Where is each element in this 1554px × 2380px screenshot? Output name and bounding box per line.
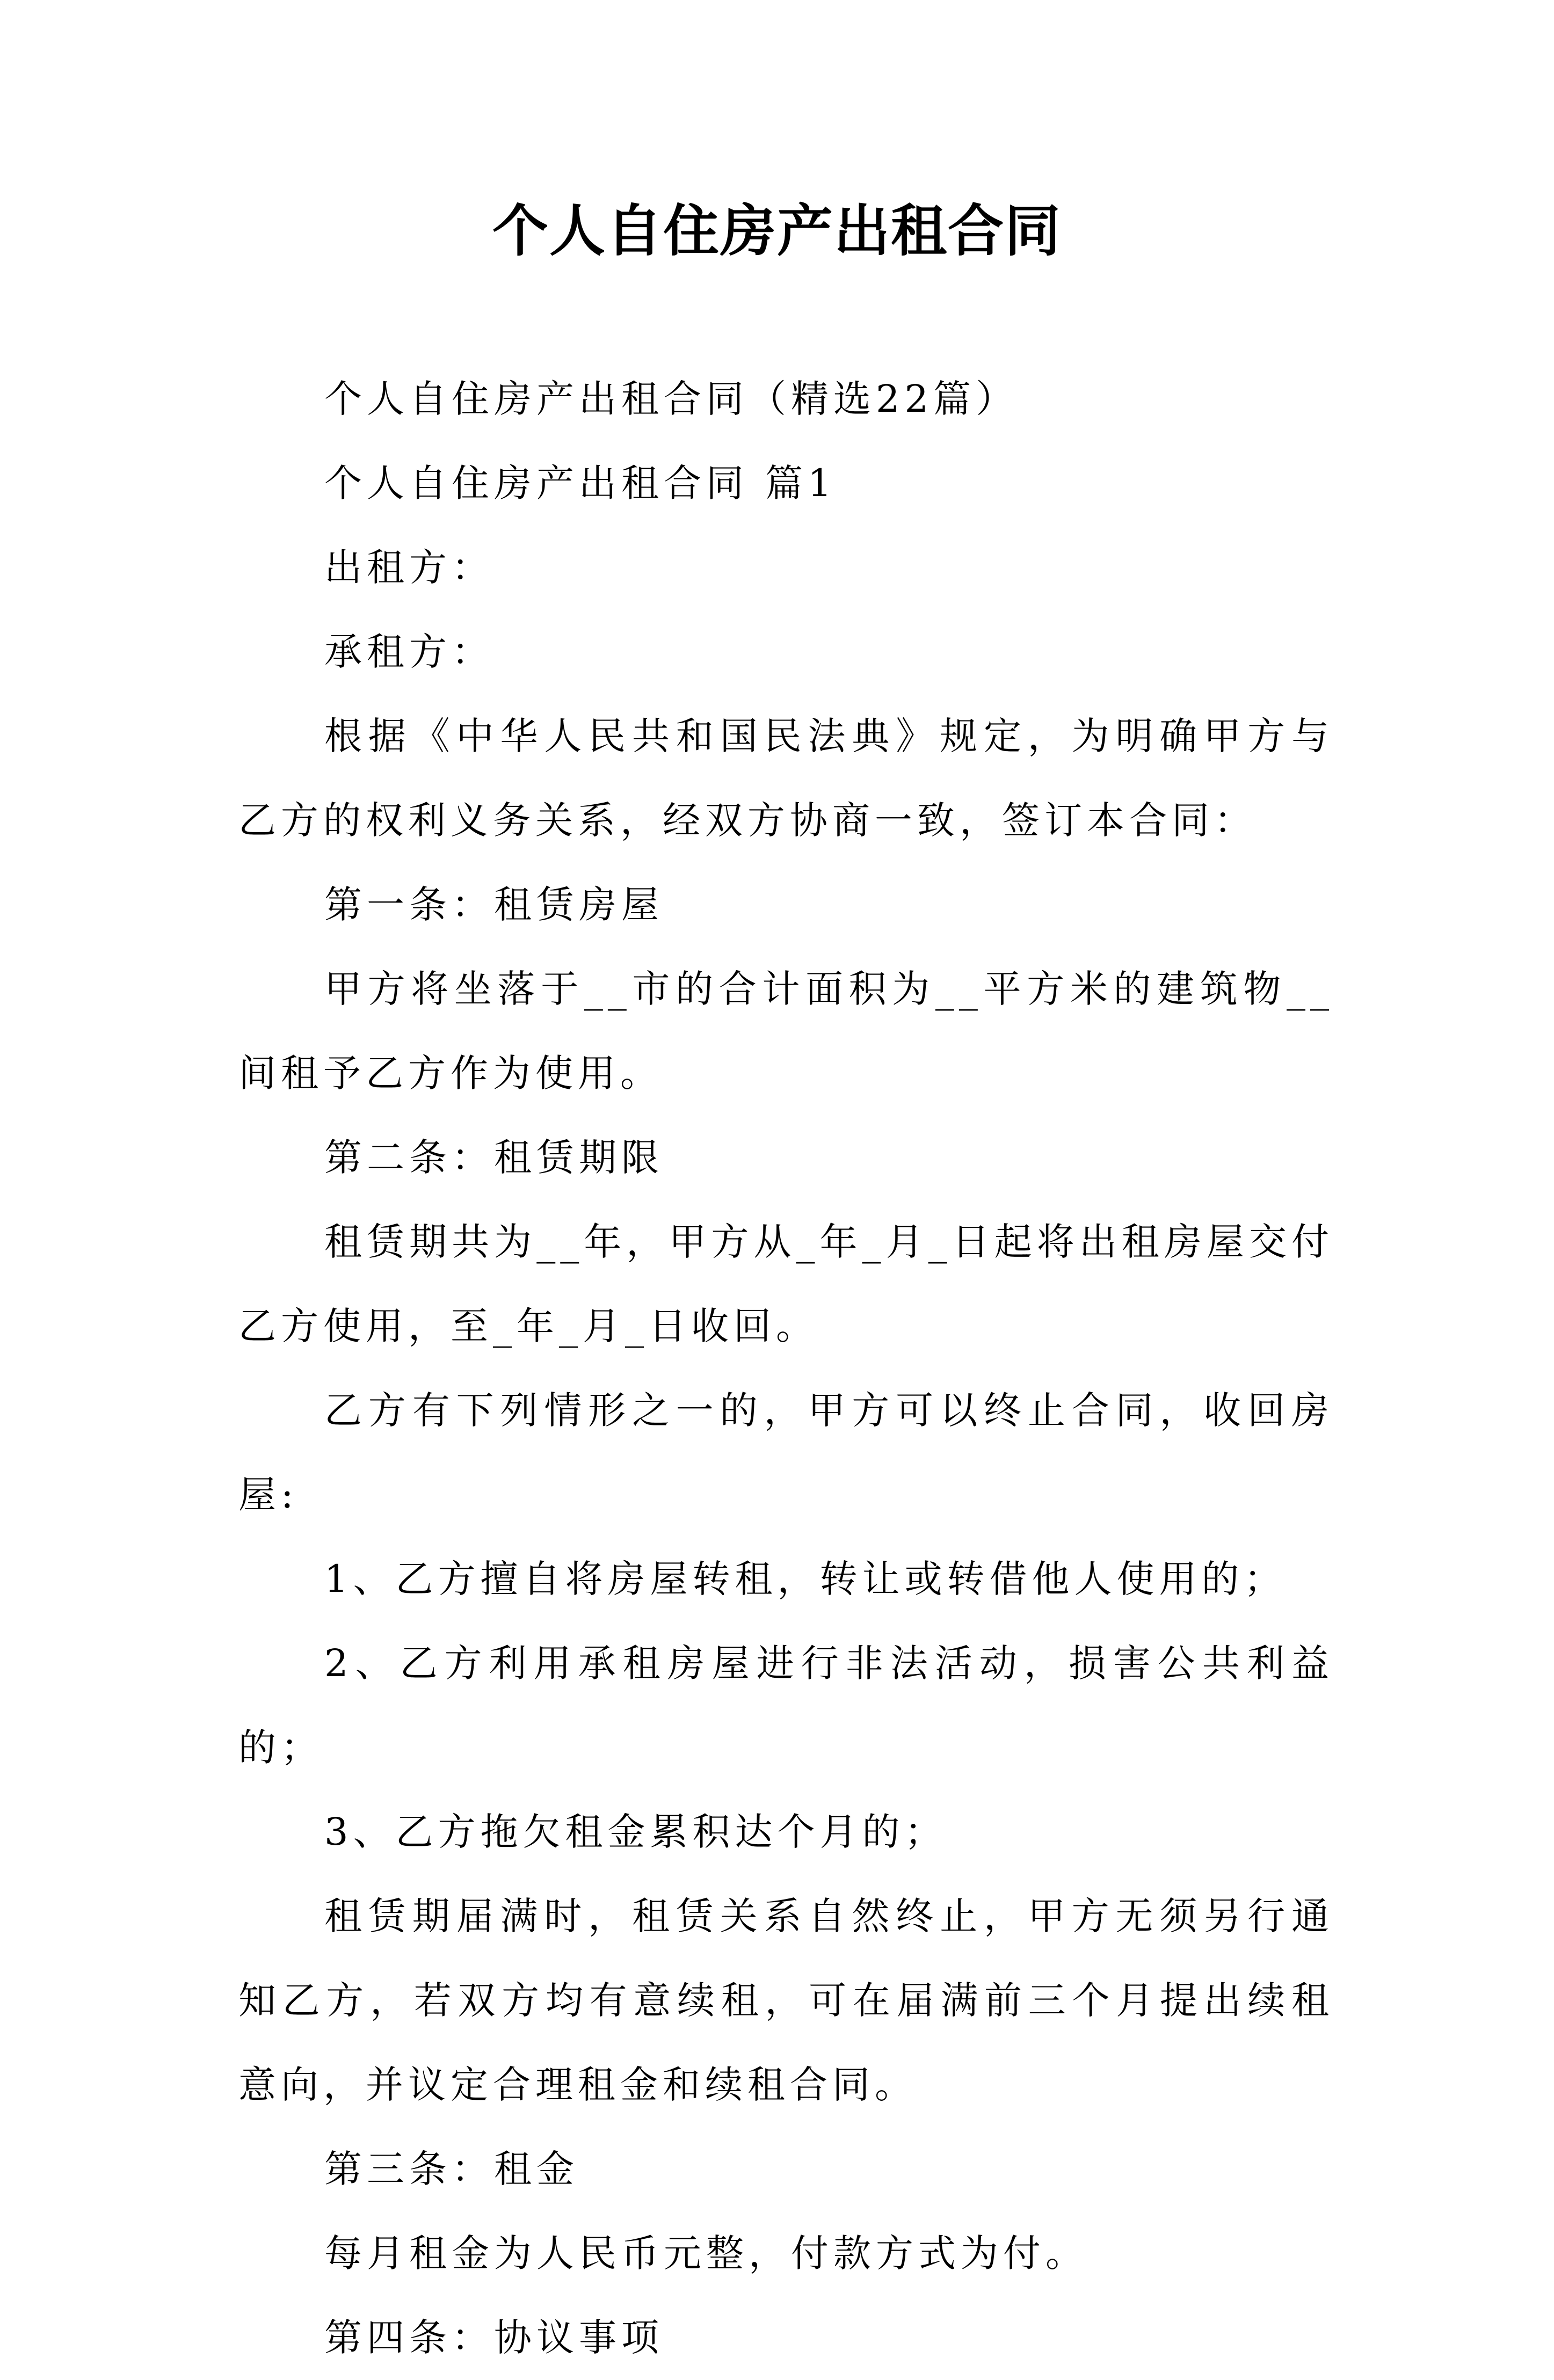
document-body xyxy=(238,357,1334,2380)
article-1-heading: 第一条：租赁房屋 xyxy=(324,883,664,927)
paragraph-lessee: 承租方： xyxy=(324,630,494,674)
article-2-termination-intro: 乙方有下列情形之一的，甲方可以终止合同，收回房屋: xyxy=(238,1388,1334,1517)
termination-item-1: 1、乙方擅自将房屋转租，转让或转借他人使用的； xyxy=(324,1557,1287,1601)
paragraph-collection-title: 个人自住房产出租合同（精选22篇） xyxy=(324,377,1019,421)
article-3-heading: 第三条：租金 xyxy=(324,2147,579,2191)
article-1-body: 甲方将坐落于__市的合计面积为__平方米的建筑物__间租予乙方作为使用。 xyxy=(238,967,1334,1095)
article-4-heading: 第四条：协议事项 xyxy=(324,2316,664,2360)
article-2-term: 租赁期共为__年，甲方从_年_月_日起将出租房屋交付乙方使用，至_年_月_日收回。 xyxy=(238,1220,1334,1348)
paragraph-lessor: 出租方： xyxy=(324,545,494,589)
termination-item-2: 2、乙方利用承租房屋进行非法活动，损害公共利益的； xyxy=(238,1641,1334,1770)
document-title: 个人自住房产出租合同 xyxy=(492,198,1062,264)
paragraph-contract-heading: 个人自住房产出租合同 篇1 xyxy=(324,461,837,505)
termination-item-3: 3、乙方拖欠租金累积达个月的； xyxy=(324,1810,947,1854)
paragraph-preamble: 根据《中华人民共和国民法典》规定，为明确甲方与乙方的权利义务关系，经双方协商一致，签订本合同： xyxy=(238,714,1334,842)
article-2-heading: 第二条：租赁期限 xyxy=(324,1136,664,1180)
article-2-expiry: 租赁期届满时，租赁关系自然终止，甲方无须另行通知乙方，若双方均有意续租，可在届满前三个月提出续租意向，并议定合理租金和续租合同。 xyxy=(238,1894,1334,2107)
article-3-body: 每月租金为人民币元整，付款方式为付。 xyxy=(324,2231,1088,2275)
